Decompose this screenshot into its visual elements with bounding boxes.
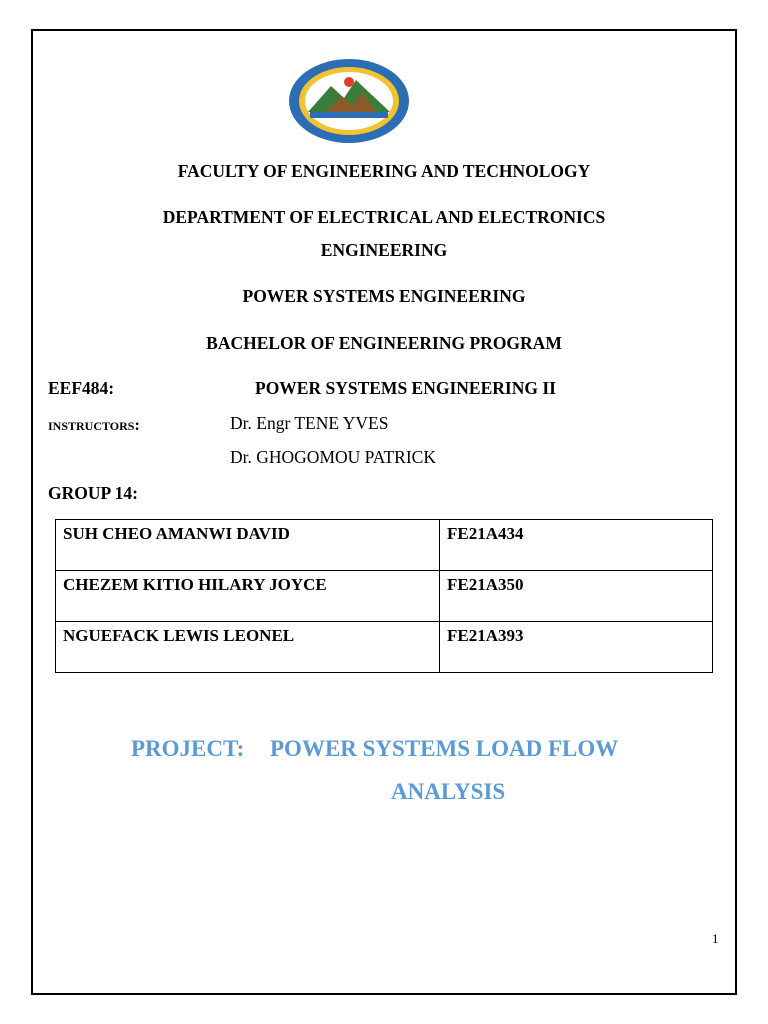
member-name: NGUEFACK LEWIS LEONEL (56, 622, 440, 673)
table-row (56, 622, 713, 673)
option-heading: POWER SYSTEMS ENGINEERING (242, 286, 526, 306)
instructors-label: INSTRUCTORS: (48, 417, 140, 434)
table-row (56, 571, 713, 622)
project-title-line2: ANALYSIS (391, 779, 506, 804)
department-heading-line2: ENGINEERING (320, 240, 448, 260)
department-heading-line1: DEPARTMENT OF ELECTRICAL AND ELECTRONICS (162, 207, 606, 227)
member-name: SUH CHEO AMANWI DAVID (56, 520, 440, 571)
instructor-name: Dr. Engr TENE YVES (230, 413, 389, 433)
program-heading: BACHELOR OF ENGINEERING PROGRAM (206, 333, 562, 353)
course-title: POWER SYSTEMS ENGINEERING II (255, 378, 556, 398)
member-name: CHEZEM KITIO HILARY JOYCE (56, 571, 440, 622)
course-code: EEF484: (48, 378, 115, 398)
project-label: PROJECT: (131, 736, 245, 761)
table-row (56, 520, 713, 571)
member-id: FE21A393 (440, 622, 713, 673)
page-number: 1 (712, 931, 719, 946)
member-id: FE21A434 (440, 520, 713, 571)
faculty-heading: FACULTY OF ENGINEERING AND TECHNOLOGY (177, 161, 591, 181)
member-id: FE21A350 (440, 571, 713, 622)
university-seal-logo (286, 56, 412, 146)
instructor-name: Dr. GHOGOMOU PATRICK (230, 447, 436, 467)
group-members-table (55, 519, 713, 673)
project-title-line1: POWER SYSTEMS LOAD FLOW (270, 736, 619, 761)
group-label: GROUP 14: (48, 483, 138, 503)
